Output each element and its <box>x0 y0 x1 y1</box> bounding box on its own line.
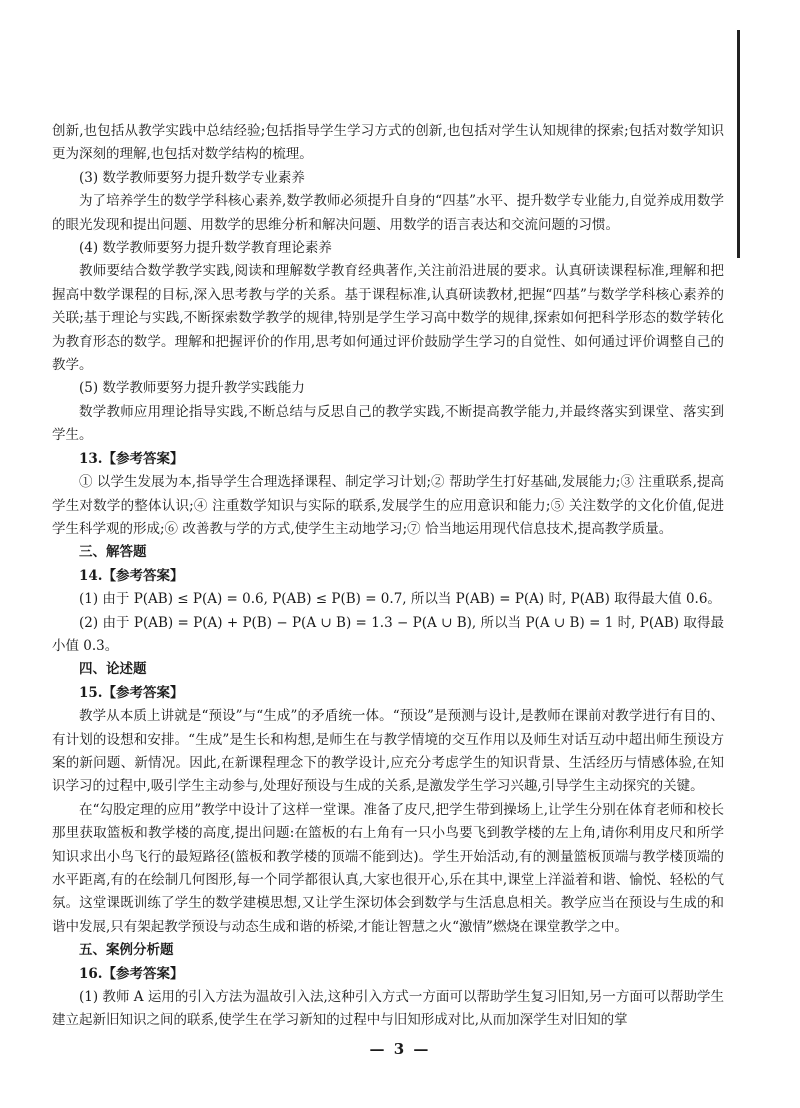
subheading: (5) 数学教师要努力提升教学实践能力 <box>79 380 305 397</box>
paragraph: (1) 由于 P(AB) ≤ P(A) = 0.6, P(AB) ≤ P(B) = 0.7, 所以当 P(AB) = P(A) 时, P(AB) 取得最大值 0.6。 <box>79 591 721 608</box>
document-body <box>52 120 724 1033</box>
subheading: (3) 数学教师要努力提升数学专业素养 <box>79 169 305 186</box>
paragraph: 创新,也包括从教学实践中总结经验;包括指导学生学习方式的创新,也包括对学生认知规律的探索;包括对数学知识更为深刻的理解,也包括对数学结构的梳理。 <box>52 123 724 163</box>
subheading: (4) 数学教师要努力提升数学教育理论素养 <box>79 240 332 257</box>
question-heading: 16.【参考答案】 <box>79 965 184 982</box>
page-number: — 3 — <box>369 1040 431 1058</box>
question-heading: 14.【参考答案】 <box>79 567 184 584</box>
paragraph: (2) 由于 P(AB) = P(A) + P(B) − P(A ∪ B) = 1.3 − P(A ∪ B), 所以当 P(A ∪ B) = 1 时, P(AB) 取得最小值 0.3。 <box>52 614 724 654</box>
question-heading: 13.【参考答案】 <box>79 450 184 467</box>
margin-line <box>737 30 740 258</box>
paragraph: 教师要结合数学教学实践,阅读和理解数学教育经典著作,关注前沿进展的要求。认真研读课程标准,理解和把握高中数学课程的目标,深入思考教与学的关系。基于课程标准,认真研读教材,把握“四基”与数学学科核心素养的关联;基于理论与实践,不断探索数学教学的规律,特别是学生学习高中数学的规律,探索如何把科学形态的数学转化为教育形态的数学。理解和把握评价的作用,思考如何通过评价鼓励学生学习的自觉性、如何通过评价调整自己的教学。 <box>52 263 724 374</box>
paragraph: 为了培养学生的数学学科核心素养,数学教师必须提升自身的“四基”水平、提升数学专业能力,自觉养成用数学的眼光发现和提出问题、用数学的思维分析和解决问题、用数学的语言表达和交流问题的习惯。 <box>52 193 724 233</box>
paragraph: 数学教师应用理论指导实践,不断总结与反思自己的教学实践,不断提高教学能力,并最终落实到课堂、落实到学生。 <box>52 403 724 444</box>
section-heading: 三、解答题 <box>79 544 147 561</box>
question-heading: 15.【参考答案】 <box>79 684 184 701</box>
paragraph: 教学从本质上讲就是“预设”与“生成”的矛盾统一体。“预设”是预测与设计,是教师在课前对教学进行有目的、有计划的设想和安排。“生成”是生长和构想,是师生在与教学情境的交互作用以及师生对话互动中超出师生预设方案的新问题、新情况。因此,在新课程理念下的教学设计,应充分考虑学生的知识背景、生活经历与情感体验,在知识学习的过程中,吸引学生主动参与,处理好预设与生成的关系,是激发学生学习兴趣,引导学生主动探究的关键。 <box>52 708 724 795</box>
section-heading: 四、论述题 <box>79 661 147 678</box>
paragraph: 在“勾股定理的应用”教学中设计了这样一堂课。准备了皮尺,把学生带到操场上,让学生分别在体育老师和校长那里获取篮板和教学楼的高度,提出问题:在篮板的右上角有一只小鸟要飞到教学楼的左上角,请你利用皮尺和所学知识求出小鸟飞行的最短路径(篮板和教学楼的顶端不能到达)。学生开始活动,有的测量篮板顶端与教学楼顶端的水平距离,有的在绘制几何图形,每一个同学都很认真,大家也很开心,乐在其中,课堂上洋溢着和谐、愉悦、轻松的气氛。这堂课既训练了学生的数学建模思想,又让学生深切体会到数学与生活息息相关。教学应当在预设与生成的和谐中发展,只有架起教学预设与动态生成和谐的桥梁,才能让智慧之火“激情”燃烧在课堂教学之中。 <box>52 801 724 935</box>
paragraph: (1) 教师 A 运用的引入方法为温故引入法,这种引入方式一方面可以帮助学生复习旧知,另一方面可以帮助学生建立起新旧知识之间的联系,使学生在学习新知的过程中与旧知形成对比,从而加深学生对旧知的掌 <box>52 989 724 1029</box>
paragraph: ① 以学生发展为本,指导学生合理选择课程、制定学习计划;② 帮助学生打好基础,发展能力;③ 注重联系,提高学生对数学的整体认识;④ 注重数学知识与实际的联系,发展学生的应用意识和能力;⑤ 关注数学的文化价值,促进学生科学观的形成;⑥ 改善教与学的方式,使学生主动地学习;⑦ 恰当地运用现代信息技术,提高教学质量。 <box>52 474 724 537</box>
section-heading: 五、案例分析题 <box>79 942 174 959</box>
